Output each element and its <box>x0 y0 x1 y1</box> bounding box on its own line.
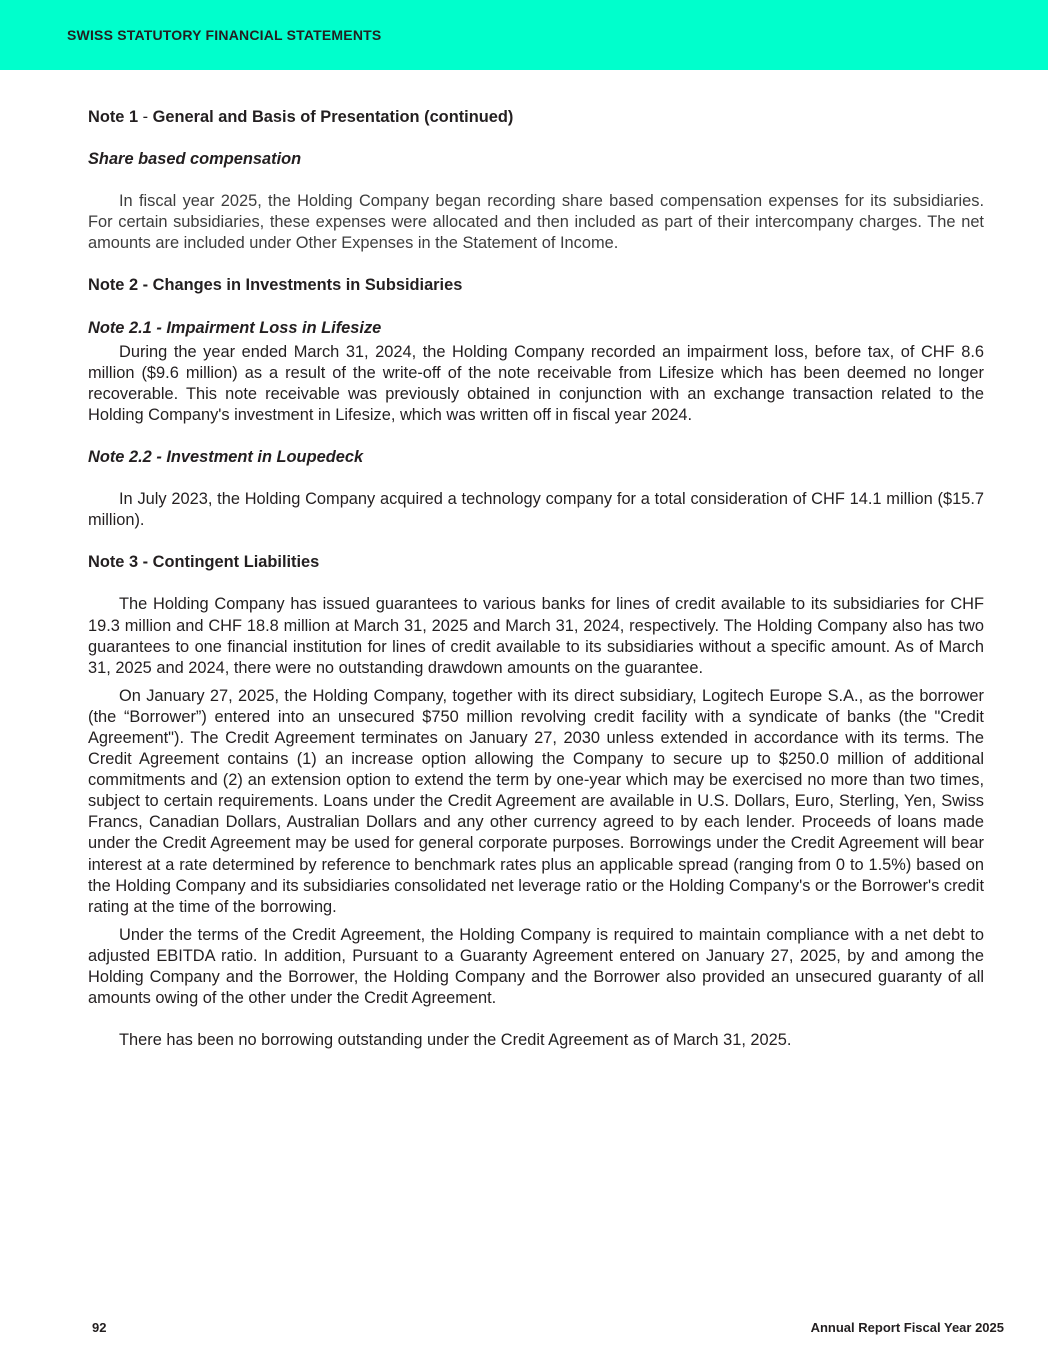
note2-1-paragraph: During the year ended March 31, 2024, the Holding Company recorded an impairment loss, before tax, of CHF 8.6 million ($9.6 million) as a result of the write-off of the note receivable from Lifesize which has been deemed no longer recoverable. This note receivable was previously obtained in conjunction with an exchange transaction related to the Holding Company's investment in Lifesize, which was written off in fiscal year 2024. <box>88 342 984 424</box>
note1-heading-prefix: Note 1 <box>88 108 139 126</box>
header-band <box>0 0 1048 70</box>
note2-2-paragraph: In July 2023, the Holding Company acquired a technology company for a total consideration of CHF 14.1 million ($15.7 million). <box>88 490 984 530</box>
footer-report-title: Annual Report Fiscal Year 2025 <box>810 1320 1004 1335</box>
note3-paragraph-ebitda-covenant: Under the terms of the Credit Agreement, the Holding Company is required to maintain compliance with a net debt to adjusted EBITDA ratio. In addition, Pursuant to a Guaranty Agreement entered on January 27, 2025, by and among the Holding Company and the Borrower, the Holding Company and the Borrower also provided an unsecured guaranty of all amounts owing of the other under the Credit Agreement. <box>88 925 984 1008</box>
share-based-compensation-subheading: Share based compensation <box>88 150 302 169</box>
note3-paragraph-no-borrowing: There has been no borrowing outstanding under the Credit Agreement as of March 31, 2025. <box>119 1031 792 1050</box>
note2-2-subheading: Note 2.2 - Investment in Loupedeck <box>88 448 364 467</box>
note1-heading <box>88 107 984 128</box>
note2-1-subheading: Note 2.1 - Impairment Loss in Lifesize <box>88 318 382 337</box>
note3-paragraph-guarantees: The Holding Company has issued guarantees to various banks for lines of credit available to its subsidiaries for CHF 19.3 million and CHF 18.8 million at March 31, 2025 and March 31, 2024, respectively. The Holding Company also has two guarantees to one financial institution for lines of credit available to its subsidiaries without a specific amount. As of March 31, 2025 and 2024, there were no outstanding drawdown amounts on the guarantee. <box>88 595 984 677</box>
note3-paragraph-credit-agreement: On January 27, 2025, the Holding Company, together with its direct subsidiary, Logitech Europe S.A., as the borrower (the “Borrower”) entered into an unsecured $750 million revolving credit facility with a syndicate of banks (the "Credit Agreement"). The Credit Agreement terminates on January 27, 2030 unless extended in accordance with its terms. The Credit Agreement contains (1) an increase option allowing the Company to secure up to $250.0 million of additional commitments and (2) an extension option to extend the term by one-year which may be exercised no more than two times, subject to certain requirements. Loans under the Credit Agreement are available in U.S. Dollars, Euro, Sterling, Yen, Swiss Francs, Canadian Dollars, Australian Dollars and any other currency agreed to by each lender. Proceeds of loans made under the Credit Agreement may be used for general corporate purposes. Borrowings under the Credit Agreement will bear interest at a rate determined by reference to benchmark rates plus an applicable spread (ranging from 0 to 1.5%) based on the Holding Company and its subsidiaries consolidated net leverage ratio or the Holding Company's or the Borrower's credit rating at the time of the borrowing. <box>88 686 984 916</box>
note3-heading: Note 3 - Contingent Liabilities <box>88 553 320 572</box>
footer-page-number: 92 <box>92 1320 107 1335</box>
document-body <box>88 107 984 1072</box>
share-based-compensation-paragraph: In fiscal year 2025, the Holding Company began recording share based compensation expenses for its subsidiaries. For certain subsidiaries, these expenses were allocated and then included as part of their intercompany charges. The net amounts are included under Other Expenses in the Statement of Income. <box>88 192 984 253</box>
note1-heading-separator: - <box>138 108 153 126</box>
header-title: SWISS STATUTORY FINANCIAL STATEMENTS <box>67 27 382 43</box>
note2-heading: Note 2 - Changes in Investments in Subsidiaries <box>88 276 463 295</box>
note1-heading-text: General and Basis of Presentation (continued) <box>152 108 514 126</box>
